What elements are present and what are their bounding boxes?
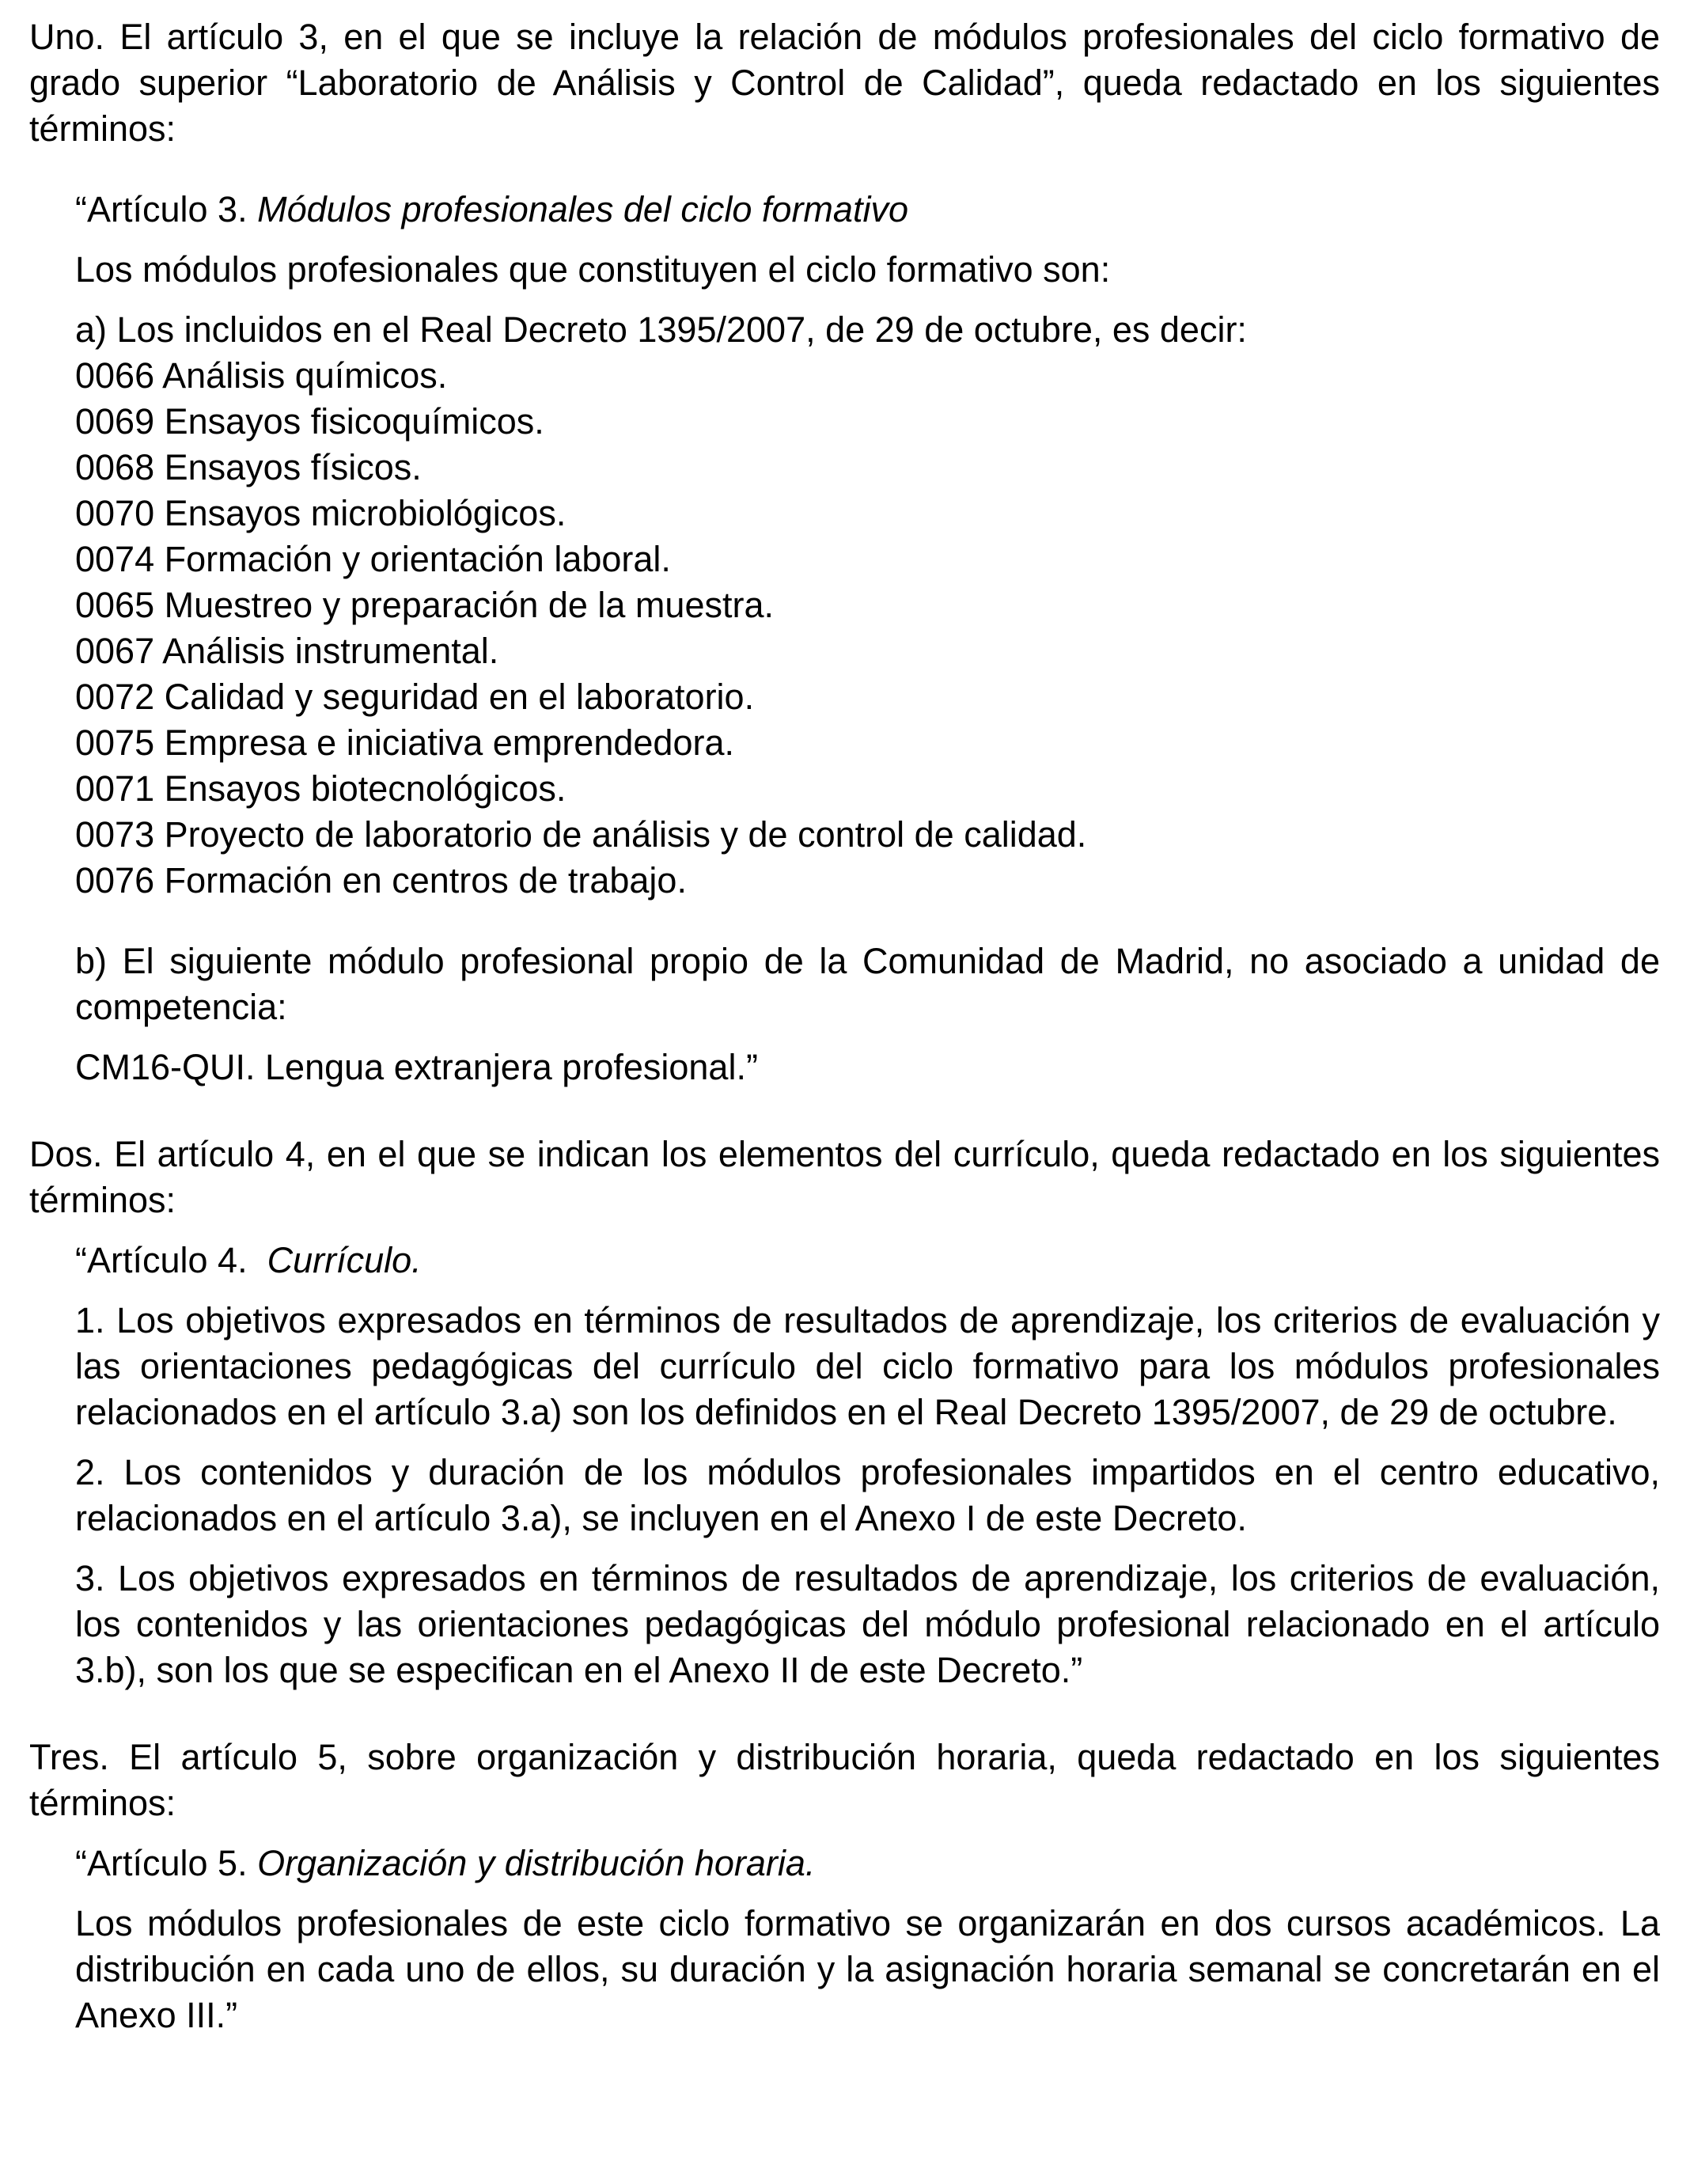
list-item: 0070 Ensayos microbiológicos. [75, 493, 566, 533]
article-4-heading-title: Currículo. [267, 1240, 422, 1280]
article-5-paragraph-1: Los módulos profesionales de este ciclo formativo se organizarán en dos cursos académicos. La distribución en cada uno de ellos, su duración y la asignación horaria semanal se concretarán en el Anexo III.” [75, 1903, 1660, 2035]
list-item: 0066 Análisis químicos. [75, 355, 448, 396]
list-item: 0073 Proyecto de laboratorio de análisis y de control de calidad. [75, 814, 1087, 855]
article-4-paragraph-2: 2. Los contenidos y duración de los módulos profesionales impartidos en el centro educativo, relacionados en el artículo 3.a), se incluyen en el Anexo I de este Decreto. [75, 1452, 1660, 1538]
uno-intro: Uno. El artículo 3, en el que se incluye la relación de módulos profesionales del ciclo formativo de grado superior “Laboratorio de Análisis y Control de Calidad”, queda redactado en los siguientes términos: [29, 17, 1660, 149]
dos-intro: Dos. El artículo 4, en el que se indican los elementos del currículo, queda redactado en los siguientes términos: [29, 1134, 1660, 1220]
list-item: 0074 Formación y orientación laboral. [75, 539, 671, 579]
list-item: 0072 Calidad y seguridad en el laboratorio. [75, 677, 755, 717]
article-3-a-intro: a) Los incluidos en el Real Decreto 1395/2007, de 29 de octubre, es decir: [75, 309, 1247, 350]
list-item: 0067 Análisis instrumental. [75, 631, 499, 671]
tres-intro: Tres. El artículo 5, sobre organización y distribución horaria, queda redactado en los siguientes términos: [29, 1737, 1660, 1823]
article-5-heading-prefix: “Artículo 5. [75, 1843, 258, 1883]
article-3-lead: Los módulos profesionales que constituyen el ciclo formativo son: [75, 249, 1111, 290]
article-3-heading [29, 187, 1660, 233]
article-3-heading-prefix: “Artículo 3. [75, 189, 258, 229]
article-4-heading [29, 1238, 1660, 1283]
module-list [29, 353, 1660, 904]
article-4-heading-prefix: “Artículo 4. [75, 1240, 267, 1280]
article-4-paragraph-3: 3. Los objetivos expresados en términos de resultados de aprendizaje, los criterios de evaluación, los contenidos y las orientaciones pedagógicas del módulo profesional relacionado en el artículo 3.b), son los que se especifican en el Anexo II de este Decreto.” [75, 1558, 1660, 1690]
document-page [29, 14, 1660, 2038]
article-3-b-intro: b) El siguiente módulo profesional propio de la Comunidad de Madrid, no asociado a unidad de competencia: [75, 941, 1660, 1027]
list-item: 0069 Ensayos fisicoquímicos. [75, 401, 544, 442]
list-item: 0075 Empresa e iniciativa emprendedora. [75, 722, 734, 763]
article-3-heading-title: Módulos profesionales del ciclo formativo [257, 189, 908, 229]
list-item: 0065 Muestreo y preparación de la muestra. [75, 585, 774, 625]
list-item: 0076 Formación en centros de trabajo. [75, 860, 687, 901]
article-3-b-module: CM16-QUI. Lengua extranjera profesional.” [75, 1047, 758, 1087]
article-5-heading-title: Organización y distribución horaria. [257, 1843, 816, 1883]
list-item: 0068 Ensayos físicos. [75, 447, 422, 487]
article-4-paragraph-1: 1. Los objetivos expresados en términos de resultados de aprendizaje, los criterios de evaluación y las orientaciones pedagógicas del currículo del ciclo formativo para los módulos profesionales relacionados en el artículo 3.a) son los definidos en el Real Decreto 1395/2007, de 29 de octubre. [75, 1300, 1660, 1432]
article-5-heading [29, 1841, 1660, 1886]
list-item: 0071 Ensayos biotecnológicos. [75, 768, 566, 809]
